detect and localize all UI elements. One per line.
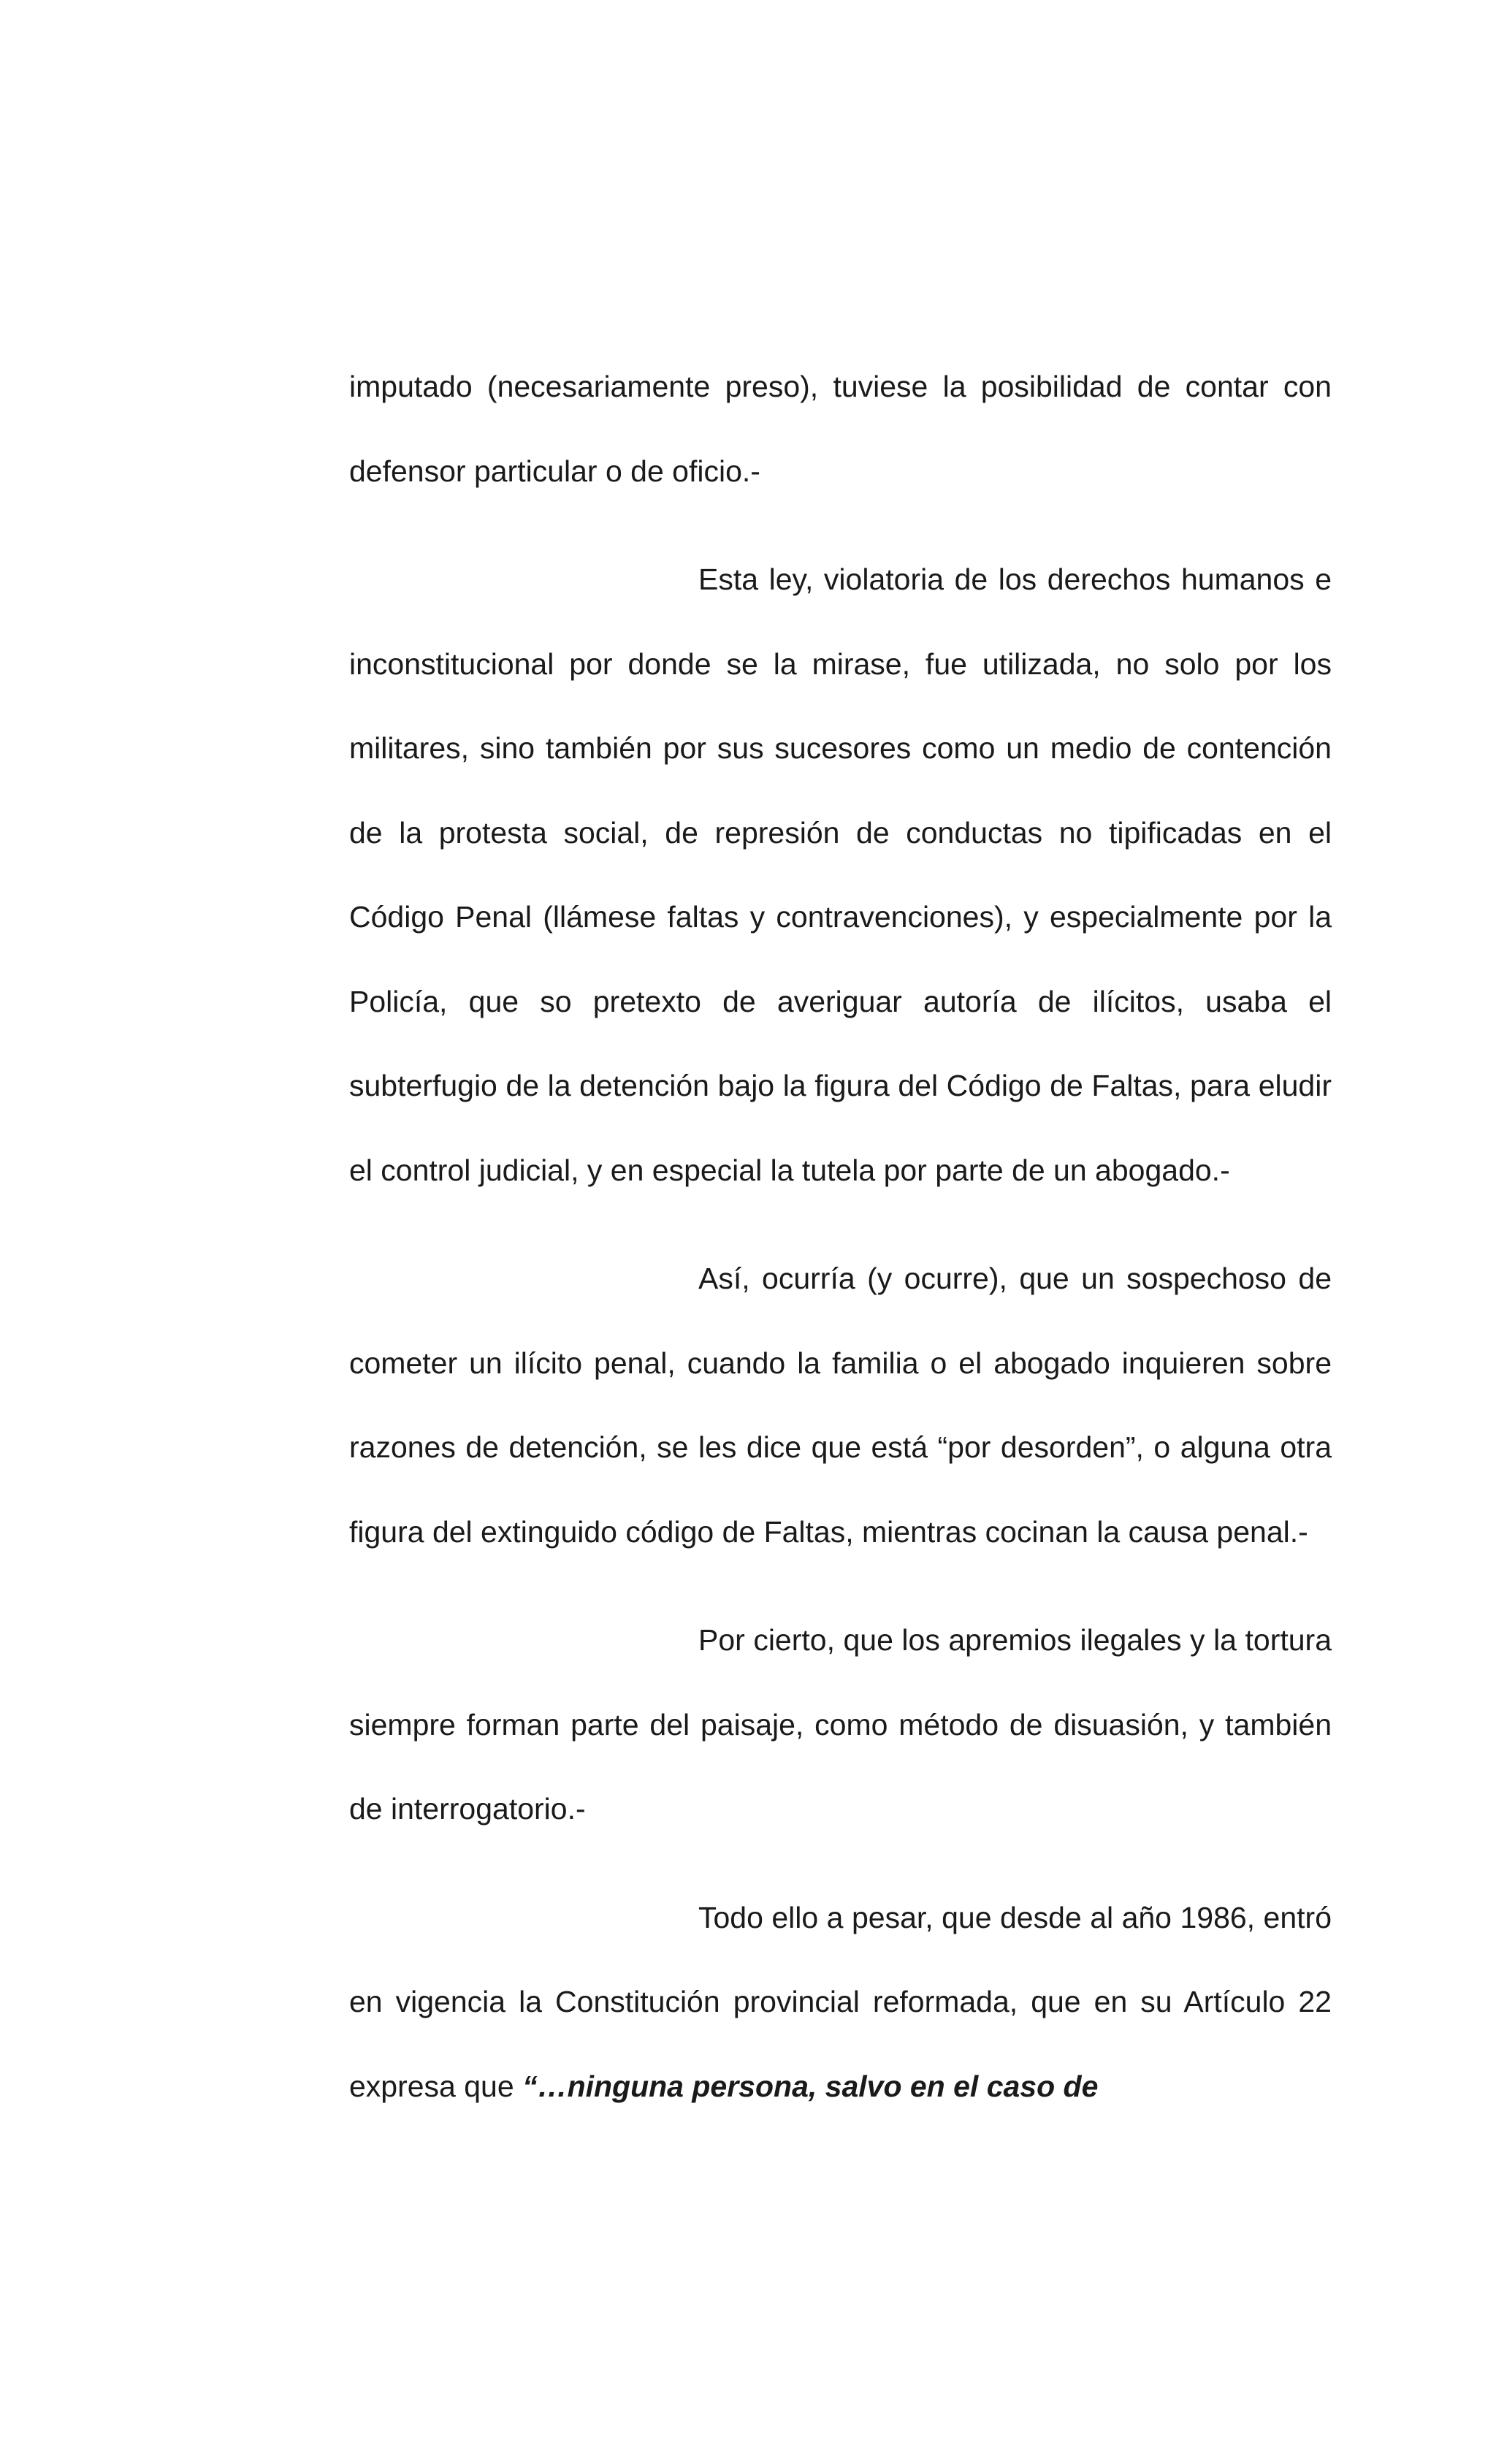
paragraph-1: imputado (necesariamente preso), tuviese la posibilidad de contar con defensor particular o de oficio.- [349, 370, 1332, 488]
paragraph-5 [349, 1876, 1332, 2129]
document-body [349, 345, 1332, 2153]
paragraph-5-text: Todo ello a pesar, que desde al año 1986, entró en vigencia la Constitución provincial reformada, que en su Artículo 22 expresa que [349, 1900, 1332, 2103]
paragraph-4: Por cierto, que los apremios ilegales y la tortura siempre forman parte del paisaje, como método de disuasión, y también de interrogatorio.- [349, 1623, 1332, 1826]
paragraph-3: Así, ocurría (y ocurre), que un sospechoso de cometer un ilícito penal, cuando la familia o el abogado inquieren sobre razones de detención, se les dice que está “por desorden”, o alguna otra figura del extinguido código de Faltas, mientras cocinan la causa penal.- [349, 1262, 1332, 1549]
paragraph-2: Esta ley, violatoria de los derechos humanos e inconstitucional por donde se la mirase, fue utilizada, no solo por los militares, sino también por sus sucesores como un medio de contención de la protesta social, de represión de conductas no tipificadas en el Código Penal (llámese faltas y contravenciones), y especialmente por la Policía, que so pretexto de averiguar autoría de ilícitos, usaba el subterfugio de la detención bajo la figura del Código de Faltas, para eludir el control judicial, y en especial la tutela por parte de un abogado.- [349, 562, 1332, 1187]
article-quote: “…ninguna persona, salvo en el caso de [522, 2069, 1099, 2103]
